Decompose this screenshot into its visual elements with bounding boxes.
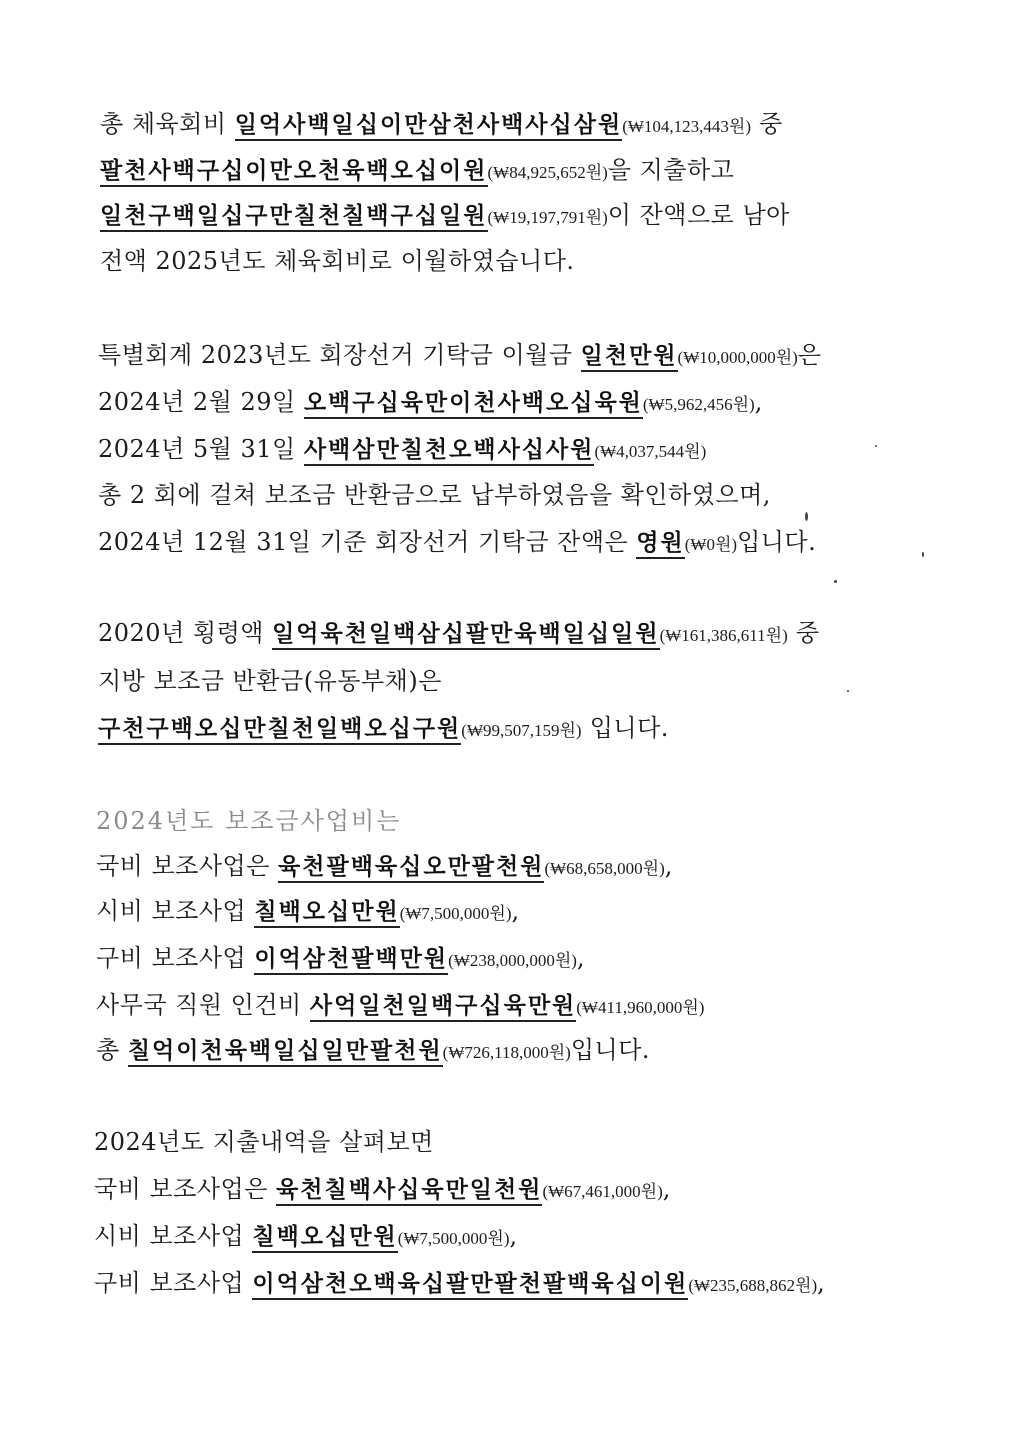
korean-amount: 육천칠백사십육만일천원	[276, 1177, 542, 1206]
text-span: 2024년도 지출내역을 살펴보면	[94, 1128, 434, 1156]
korean-amount: 칠억이천육백일십일만팔천원	[128, 1038, 443, 1067]
korean-amount: 칠백오십만원	[252, 1224, 397, 1253]
korean-amount: 팔천사백구십이만오천육백오십이원	[100, 158, 488, 187]
text-span: 특별회계 2023년도 회장선거 기탁금 이월금	[98, 341, 581, 369]
korean-amount: 일억사백일십이만삼천사백사십삼원	[235, 112, 623, 141]
text-line	[96, 850, 673, 885]
text-line	[100, 245, 575, 277]
numeric-amount: (₩67,461,000원)	[542, 1182, 663, 1201]
faded-heading: 2024년도 보조금사업비는	[96, 807, 402, 835]
korean-amount: 일억육천일백삼십팔만육백일십일원	[272, 621, 660, 650]
text-span: ,	[509, 1222, 518, 1250]
text-span: 입니다.	[570, 1036, 651, 1064]
text-span: 총	[96, 1036, 128, 1064]
text-span: 시비 보조사업	[94, 1222, 253, 1250]
text-line	[98, 617, 820, 652]
numeric-amount: (₩4,037,544원)	[594, 442, 707, 461]
text-span: 은	[797, 341, 822, 369]
text-span: 국비 보조사업은	[94, 1175, 277, 1203]
text-span: 입니다.	[737, 528, 817, 556]
numeric-amount: (₩10,000,000원)	[677, 348, 798, 367]
scan-speck	[922, 552, 924, 557]
text-line	[96, 895, 520, 930]
text-span: 입니다.	[581, 714, 669, 742]
text-span: 2024년 2월 29일	[98, 388, 304, 416]
text-span: 총 체육회비	[100, 110, 235, 138]
scan-speck	[805, 512, 808, 521]
korean-amount: 일천구백일십구만칠천칠백구십일원	[100, 203, 488, 232]
text-span: ,	[662, 1175, 671, 1203]
text-span: ,	[817, 1269, 826, 1297]
text-line	[96, 805, 401, 837]
text-span: 2020년 횡령액	[98, 619, 273, 647]
korean-amount: 사억일천일백구십육만원	[310, 993, 576, 1022]
text-span: 전액 2025년도 체육회비로 이월하였습니다.	[100, 247, 575, 275]
text-line	[100, 108, 783, 143]
text-line	[100, 154, 734, 189]
numeric-amount: (₩99,507,159원)	[461, 721, 582, 740]
text-line	[96, 1034, 650, 1069]
text-span: 구비 보조사업	[96, 944, 255, 972]
text-line	[96, 942, 585, 977]
numeric-amount: (₩19,197,791원)	[487, 208, 608, 227]
korean-amount: 이억삼천팔백만원	[254, 946, 448, 975]
text-span: 총 2 회에 걸쳐 보조금 반환금으로 납부하였음을 확인하였으며,	[98, 481, 771, 509]
korean-amount: 이억삼천오백육십팔만팔천팔백육십이원	[252, 1271, 688, 1300]
numeric-amount: (₩726,118,000원)	[442, 1043, 571, 1062]
scan-speck	[834, 580, 837, 583]
text-span: 이 잔액으로 남아	[607, 201, 790, 229]
korean-amount: 일천만원	[581, 343, 678, 372]
numeric-amount: (₩238,000,000원)	[448, 951, 577, 970]
text-line	[98, 665, 442, 697]
numeric-amount: (₩68,658,000원)	[544, 859, 665, 878]
korean-amount: 영원	[636, 530, 684, 559]
text-line	[98, 386, 763, 421]
korean-amount: 오백구십육만이천사백오십육원	[304, 390, 643, 419]
text-span: 중	[750, 110, 783, 138]
text-span: 2024년 5월 31일	[98, 435, 304, 463]
korean-amount: 육천팔백육십오만팔천원	[278, 854, 544, 883]
text-line	[98, 712, 669, 747]
korean-amount: 구천구백오십만칠천일백오십구원	[98, 716, 461, 745]
korean-amount: 칠백오십만원	[254, 899, 399, 928]
numeric-amount: (₩235,688,862원)	[688, 1276, 818, 1295]
numeric-amount: (₩411,960,000원)	[576, 998, 705, 1017]
korean-amount: 사백삼만칠천오백사십사원	[304, 437, 595, 466]
numeric-amount: (₩7,500,000원)	[399, 904, 512, 923]
text-span: 중	[787, 619, 820, 647]
text-line	[98, 479, 771, 511]
scan-speck	[875, 445, 877, 447]
text-line	[98, 339, 822, 374]
text-line	[98, 433, 706, 468]
text-line	[94, 1220, 518, 1255]
text-span: ,	[754, 388, 763, 416]
numeric-amount: (₩161,386,611원)	[659, 626, 788, 645]
text-span: 2024년 12월 31일 기준 회장선거 기탁금 잔액은	[98, 528, 637, 556]
numeric-amount: (₩5,962,456원)	[642, 395, 755, 414]
text-span: 시비 보조사업	[96, 897, 255, 925]
text-span: ,	[511, 897, 520, 925]
text-span: 국비 보조사업은	[96, 852, 279, 880]
numeric-amount: (₩7,500,000원)	[397, 1229, 510, 1248]
text-span: 지방 보조금 반환금(유동부채)은	[98, 667, 442, 695]
text-line	[94, 1173, 671, 1208]
numeric-amount: (₩0원)	[684, 535, 738, 554]
text-line	[100, 199, 790, 234]
text-span: ,	[576, 944, 586, 972]
text-line	[96, 989, 704, 1024]
text-line	[98, 526, 816, 561]
text-span: 구비 보조사업	[94, 1269, 253, 1297]
text-line	[94, 1126, 434, 1158]
text-span: 을 지출하고	[607, 156, 735, 184]
scan-speck	[847, 690, 849, 692]
numeric-amount: (₩104,123,443원)	[622, 117, 751, 136]
numeric-amount: (₩84,925,652원)	[487, 163, 608, 182]
text-line	[94, 1267, 825, 1302]
text-span: ,	[664, 852, 673, 880]
text-span: 사무국 직원 인건비	[96, 991, 310, 1019]
